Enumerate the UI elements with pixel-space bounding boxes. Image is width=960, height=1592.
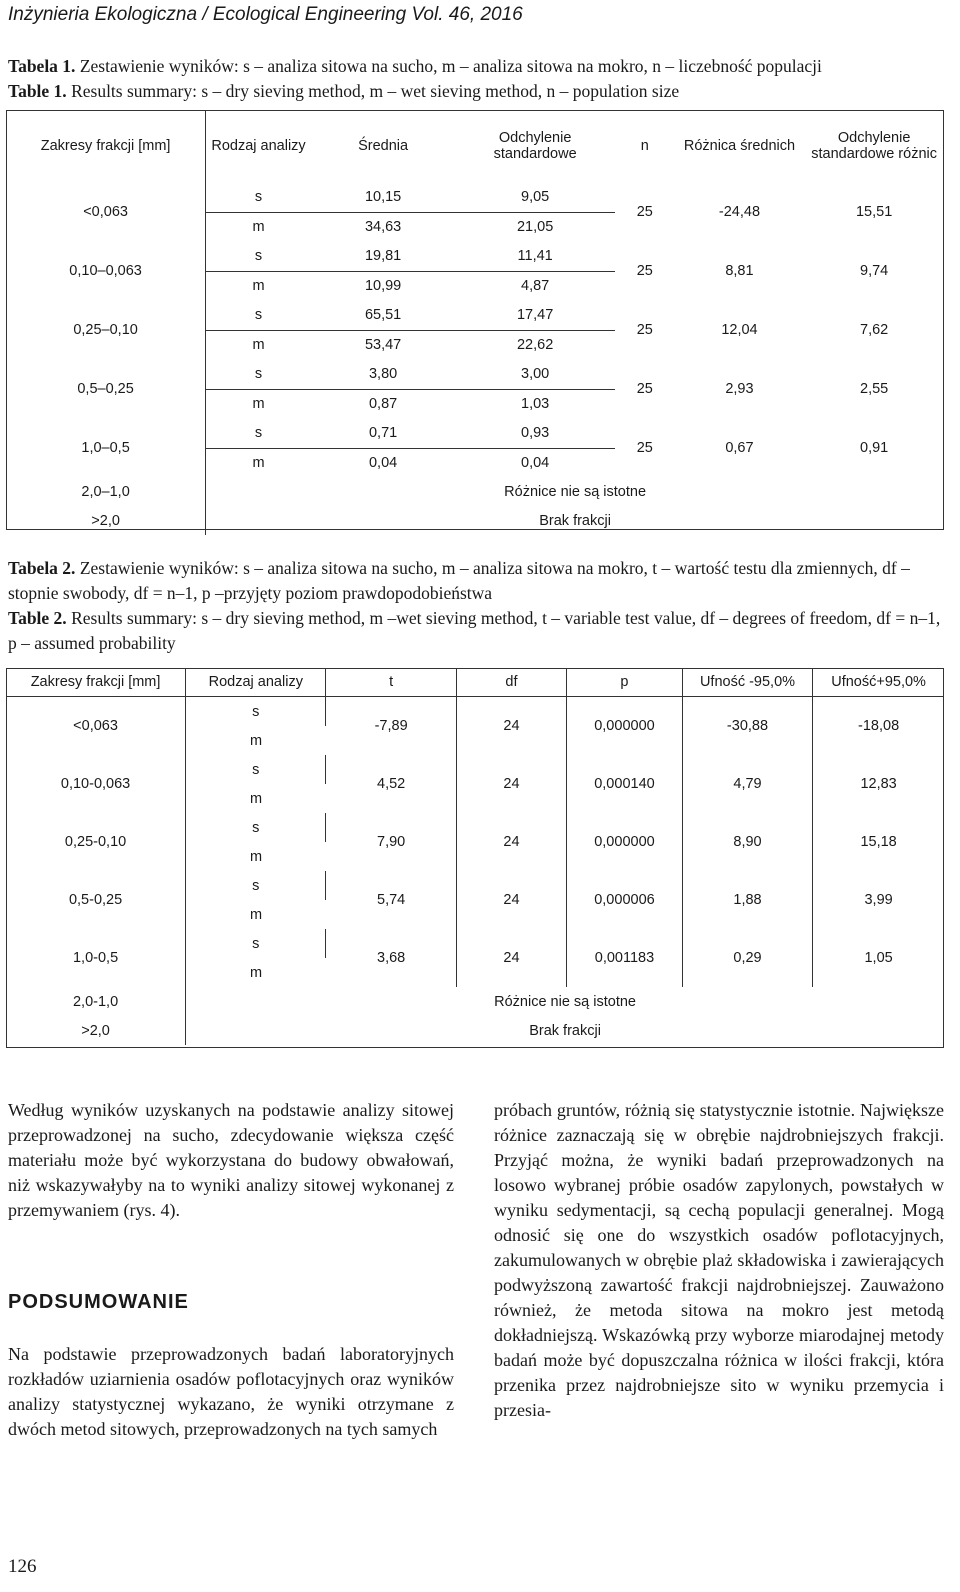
- table2-value-cell: -18,08: [858, 718, 900, 734]
- table2-value-cell: 5,74: [326, 871, 456, 929]
- table1-value-cell: 4,87: [521, 278, 550, 294]
- table2-value-cell: 0,001183: [567, 929, 683, 987]
- table2-row: [6, 697, 944, 727]
- table2-range-cell: 0,10-0,063: [6, 755, 186, 813]
- table1-value-cell: 22,62: [516, 337, 554, 353]
- table1-diff-cell: 25: [636, 380, 653, 397]
- table2-row: [6, 929, 944, 958]
- table2-header-cell: t: [326, 668, 456, 697]
- table2-row: [6, 871, 944, 900]
- table1-diff-cell: 0,91: [860, 439, 889, 456]
- table1-value-cell: s: [206, 182, 311, 213]
- table2: [6, 668, 944, 1045]
- table1-row: [6, 300, 944, 331]
- table1-extra-row: [6, 506, 944, 535]
- table2-value-cell: 8,90: [682, 813, 812, 871]
- table1-diff-cell: 25: [636, 321, 653, 338]
- table1-value-cell: 10,15: [311, 182, 455, 213]
- table2-range-cell: >2,0: [6, 1016, 186, 1045]
- table2-value-cell: 24: [456, 871, 566, 929]
- table1-value-cell: 34,63: [364, 219, 402, 235]
- table1-value-cell: 53,47: [364, 337, 402, 353]
- table1-diff-cell: 25: [636, 439, 653, 456]
- table1-diff-cell: 2,55: [860, 380, 889, 397]
- table2-row: [6, 755, 944, 784]
- table2-value-cell: 0,000000: [567, 697, 683, 756]
- table2-value-cell: 1,88: [682, 871, 812, 929]
- table2-value-cell: 24: [456, 697, 566, 756]
- table1-range-cell: 2,0–1,0: [6, 477, 206, 506]
- table2-type-cell: s: [186, 871, 326, 900]
- table2-header-cell: Ufność+95,0%: [813, 668, 944, 697]
- running-header: Inżynieria Ekologiczna / Ecological Engineering Vol. 46, 2016: [8, 4, 523, 25]
- table1-value-cell: m: [252, 219, 265, 235]
- table1-value-cell: 0,04: [521, 455, 550, 471]
- table1-diff-cell: 0,67: [725, 439, 754, 456]
- table1-range-cell: 1,0–0,5: [6, 418, 206, 477]
- table1-caption-en: Table 1. Results summary: s – dry sieving method, m – wet sieving method, n – population size: [8, 81, 680, 101]
- table2-value-cell: 7,90: [326, 813, 456, 871]
- table1-value-cell: m: [252, 278, 265, 294]
- table2-value-cell: 0,29: [682, 929, 812, 987]
- table1-header-cell: Odchylenie standardowe: [493, 130, 577, 162]
- table1-value-cell: 0,04: [368, 455, 398, 471]
- table2-header-cell: p: [567, 668, 683, 697]
- table2-value-cell: 12,83: [860, 776, 897, 792]
- table2-type-cell: m: [250, 848, 263, 865]
- table1-value-cell: s: [206, 300, 311, 331]
- table1-value-cell: 3,80: [311, 359, 455, 390]
- table1-header-cell: Rodzaj analizy: [211, 138, 306, 154]
- table1-range-cell: >2,0: [6, 506, 206, 535]
- table2-value-cell: 15,18: [860, 834, 897, 850]
- body-right-para: próbach gruntów, różnią się statystycznie istotnie. Największe różnice zaznaczają się w obrębie najdrobniejszych frakcji. Przyjąć można, że wyniki badań przeprowadzonych na losowo wybranej próbie osadów zapylonych, powstałych w wyniku sedymentacji, są cechą populacji generalnej. Mogą odnosić się one do wszystkich osadów poflotacyjnych, zakumulowanych w obrębie plaż składowiska i zawierających podwyższoną zawartość frakcji najdrobniejszej. Zauważono również, że metoda sitowa na mokro jest metodą dokładniejszą. Wskazówką przy wyborze miarodajnej metody badań może być dopuszczalna różnica w ilości frakcji, która przenika przez najdrobniejsze sito w wyniku przemycia i przesia-: [494, 1100, 944, 1420]
- table2-value-cell: 3,99: [864, 892, 893, 908]
- table2-type-cell: s: [186, 755, 326, 784]
- table2-value-cell: 24: [456, 929, 566, 987]
- table2-value-cell: 1,05: [864, 950, 893, 966]
- table1-diff-cell: 7,62: [860, 321, 889, 338]
- table2-range-cell: 0,25-0,10: [6, 813, 186, 871]
- table2-value-cell: 4,79: [682, 755, 812, 813]
- table2-type-cell: m: [250, 964, 263, 981]
- table1-value-cell: m: [252, 396, 265, 412]
- body-left-para1: Według wyników uzyskanych na podstawie analizy sitowej przeprowadzonej na sucho, zdecydowanie większa część materiału może być wykorzystana do budowy obwałowań, niż wskazywałyby na to wyniki analizy sitowej wykonanej z przemywaniem (rys. 4).: [8, 1100, 454, 1220]
- table2-header-row: [6, 668, 944, 697]
- table2-range-cell: <0,063: [6, 697, 186, 756]
- table1-diff-cell: 9,74: [860, 262, 889, 279]
- table2-value-cell: -30,88: [682, 697, 812, 756]
- table1-header-cell: Zakresy frakcji [mm]: [6, 110, 206, 182]
- table2-range-cell: 0,5-0,25: [6, 871, 186, 929]
- table2-caption-pl: Tabela 2. Zestawienie wyników: s – analiza sitowa na sucho, m – analiza sitowa na mokro, t – wartość testu dla zmiennych, df – stopnie swobody, df = n–1, p –przyjęty poziom prawdopodobieństwa: [8, 558, 910, 603]
- table1-diff-cell: -24,48: [718, 203, 761, 220]
- table2-type-cell: s: [186, 697, 326, 727]
- table2-note-cell: Brak frakcji: [529, 1022, 601, 1039]
- table1-range-cell: 0,25–0,10: [6, 300, 206, 359]
- table2-value-cell: 24: [456, 813, 566, 871]
- table1-extra-row: [6, 477, 944, 506]
- table2-caption-en: Table 2. Results summary: s – dry sieving method, m –wet sieving method, t – variable test value, df – degrees of freedom, df = n–1, p – assumed probability: [8, 608, 941, 653]
- table2-value-cell: 4,52: [326, 755, 456, 813]
- table1-value-cell: m: [252, 337, 265, 353]
- table1-diff-cell: 2,93: [725, 380, 754, 397]
- table1-value-cell: 3,00: [455, 359, 615, 390]
- table1-header-cell: Odchylenie standardowe różnic: [811, 130, 937, 162]
- table1-range-cell: 0,10–0,063: [6, 241, 206, 300]
- body-left-para2: Na podstawie przeprowadzonych badań laboratoryjnych rozkładów uziarnienia osadów poflotacyjnych oraz wyników analizy statystycznej wykazano, że wyniki otrzymane z dwóch metod sitowych, przeprowadzonych na tych samych: [8, 1344, 454, 1439]
- table2-row: [6, 813, 944, 842]
- table2-note-cell: Różnice nie są istotne: [494, 993, 636, 1010]
- table2-value-cell: 0,000000: [567, 813, 683, 871]
- table2-type-cell: m: [250, 732, 263, 749]
- table1-value-cell: 0,93: [455, 418, 615, 449]
- table1-range-cell: <0,063: [6, 182, 206, 241]
- table1-diff-cell: 8,81: [725, 262, 754, 279]
- table1-value-cell: 21,05: [516, 219, 554, 235]
- table2-value-cell: 3,68: [326, 929, 456, 987]
- table1-row: [6, 418, 944, 449]
- table1-value-cell: s: [206, 418, 311, 449]
- table1-diff-cell: 15,51: [855, 203, 893, 220]
- table2-extra-row: [6, 987, 944, 1016]
- table2-type-cell: s: [186, 813, 326, 842]
- table1-value-cell: 0,71: [311, 418, 455, 449]
- table1-diff-cell: 25: [636, 262, 653, 279]
- table1-value-cell: 9,05: [455, 182, 615, 213]
- table1-range-cell: 0,5–0,25: [6, 359, 206, 418]
- table1-value-cell: 19,81: [311, 241, 455, 272]
- table1-value-cell: m: [252, 455, 265, 471]
- table2-header-cell: df: [456, 668, 566, 697]
- table1-value-cell: s: [206, 359, 311, 390]
- table1-value-cell: 0,87: [368, 396, 398, 412]
- table1-header-cell: Średnia: [358, 138, 409, 154]
- table2-type-cell: m: [250, 906, 263, 923]
- table1-diff-cell: 12,04: [721, 321, 758, 338]
- table1-value-cell: s: [206, 241, 311, 272]
- section-heading: PODSUMOWANIE: [8, 1291, 189, 1313]
- table2-value-cell: 24: [456, 755, 566, 813]
- table1-header-cell: n: [640, 138, 649, 154]
- table1-header-cell: Różnica średnich: [683, 138, 796, 154]
- table1-value-cell: 17,47: [455, 300, 615, 331]
- page-number: 126: [8, 1556, 37, 1577]
- table2-type-cell: m: [250, 790, 263, 807]
- table1-note-cell: Brak frakcji: [539, 512, 611, 529]
- table2-value-cell: 0,000140: [567, 755, 683, 813]
- table1-header-row: [6, 110, 944, 182]
- table1-row: [6, 182, 944, 213]
- table2-value-cell: 0,000006: [567, 871, 683, 929]
- table2-type-cell: s: [186, 929, 326, 958]
- table2-extra-row: [6, 1016, 944, 1045]
- table1: [6, 110, 944, 535]
- table1-diff-cell: 25: [636, 203, 653, 220]
- table1-value-cell: 65,51: [311, 300, 455, 331]
- table2-header-cell: Rodzaj analizy: [186, 668, 326, 697]
- table2-header-cell: Zakresy frakcji [mm]: [6, 668, 186, 697]
- table2-value-cell: -7,89: [326, 697, 456, 756]
- table1-caption-pl: Tabela 1. Zestawienie wyników: s – analiza sitowa na sucho, m – analiza sitowa na mokro, n – liczebność populacji: [8, 56, 822, 76]
- table2-range-cell: 2,0-1,0: [6, 987, 186, 1016]
- table1-note-cell: Różnice nie są istotne: [504, 483, 647, 500]
- table1-row: [6, 359, 944, 390]
- table2-header-cell: Ufność -95,0%: [682, 668, 812, 697]
- table1-row: [6, 241, 944, 272]
- table1-value-cell: 11,41: [455, 241, 615, 272]
- table2-range-cell: 1,0-0,5: [6, 929, 186, 987]
- table1-value-cell: 1,03: [521, 396, 550, 412]
- table1-value-cell: 10,99: [364, 278, 402, 294]
